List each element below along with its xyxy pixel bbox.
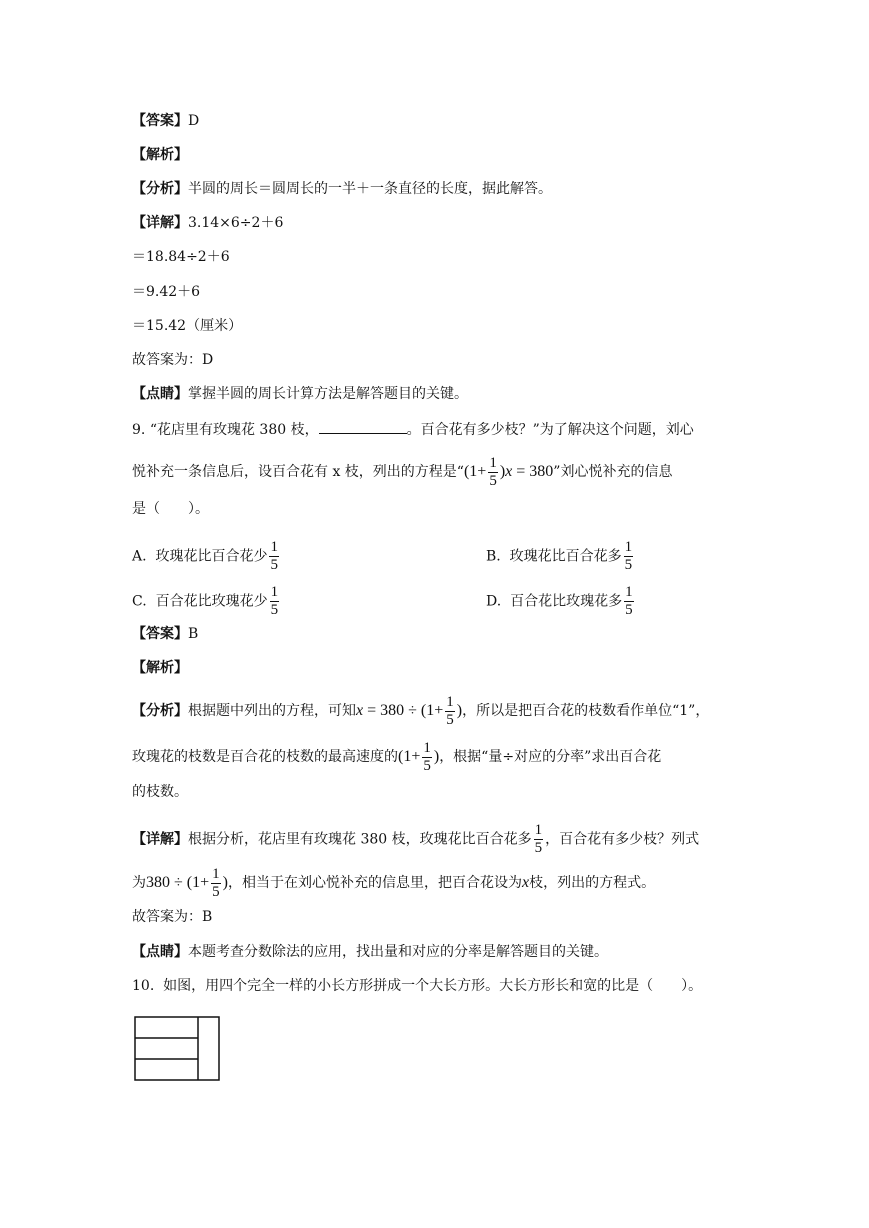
q9-stem-line-1 <box>132 419 694 440</box>
q8-detail-line-2: ＝18.84÷2＋6 <box>132 249 230 265</box>
expr-open: (1+ <box>398 748 421 766</box>
option-c[interactable] <box>132 584 281 619</box>
fraction-numerator: 1 <box>270 584 279 600</box>
q8-detail-line-3: ＝9.42＋6 <box>132 284 201 300</box>
fraction-denominator: 5 <box>270 602 279 618</box>
option-fraction <box>624 539 634 574</box>
fenxi-tag: 【分析】 <box>132 703 188 720</box>
rectangle-figure <box>134 1016 220 1081</box>
dianjing-text: 本题考查分数除法的应用，找出量和对应的分率是解答题目的关键。 <box>188 944 608 960</box>
detail-line-2-b: ，相当于在刘心悦补充的信息里，把百合花设为 <box>227 875 522 892</box>
q8-detail <box>132 213 283 233</box>
expr-close: ) <box>433 748 440 766</box>
question-number: 10. <box>132 978 155 994</box>
q9-stem-line-3: 是（ ）。 <box>132 501 209 517</box>
fenxi-line-2-a: 玫瑰花的枝数是百合花的枝数的最高速度的 <box>132 749 398 766</box>
q9-stem-line-2 <box>132 455 672 490</box>
option-fraction <box>270 584 280 619</box>
stem-text: 如图，用四个完全一样的小长方形拼成一个大长方形。大长方形长和宽的比是（ ）。 <box>163 978 703 994</box>
answer-tag: 【答案】 <box>132 113 188 129</box>
eq-var: x <box>505 463 513 481</box>
stem-line-2-b: ”刘心悦补充的信息 <box>553 464 673 481</box>
answer-value: D <box>188 113 200 129</box>
q9-answer <box>132 624 198 644</box>
answer-blank <box>319 419 407 434</box>
stem-line-2-a: 悦补充一条信息后，设百合花有 x 枝，列出的方程是“ <box>132 464 464 481</box>
option-text: 玫瑰花比百合花少 <box>155 548 268 565</box>
q9-conclusion: 故答案为：B <box>132 909 213 925</box>
q9-analysis-tag: 【解析】 <box>132 660 188 676</box>
q9-detail-line-1 <box>132 822 699 857</box>
q8-detail-line-4: ＝15.42（厘米） <box>132 318 243 334</box>
option-d[interactable] <box>486 584 636 619</box>
option-text: 百合花比玫瑰花少 <box>155 593 268 610</box>
eq-left: 380 ÷ (1+ <box>146 874 210 892</box>
fraction-numerator: 1 <box>624 539 633 555</box>
detail-var: x <box>521 874 530 892</box>
detail-tag: 【详解】 <box>132 831 188 848</box>
fenxi-text: 半圆的周长＝圆周长的一半＋一条直径的长度，据此解答。 <box>188 181 552 197</box>
option-a[interactable] <box>132 539 281 574</box>
detail-line-2-c: 枝，列出的方程式。 <box>529 875 656 892</box>
eq-close: ) <box>499 463 506 481</box>
detail-line-2-a: 为 <box>132 875 146 892</box>
fenxi-tag: 【分析】 <box>132 181 188 197</box>
q8-answer <box>132 111 199 131</box>
answer-value: B <box>188 626 199 642</box>
fraction-denominator: 5 <box>446 712 454 728</box>
eq-rhs: = 380 <box>512 463 554 481</box>
fraction-numerator: 1 <box>270 539 278 555</box>
fenxi-equation <box>356 694 463 728</box>
fraction-numerator: 1 <box>625 584 633 600</box>
option-label: A. <box>132 548 147 565</box>
outer-rectangle <box>135 1017 219 1080</box>
fraction-denominator: 5 <box>534 840 543 856</box>
q8-dianjing <box>132 384 468 404</box>
fraction-denominator: 5 <box>270 557 278 573</box>
fraction <box>211 866 221 901</box>
q9-fenxi-line-2 <box>132 740 661 775</box>
fraction <box>488 455 498 490</box>
fraction <box>534 822 544 857</box>
dianjing-tag: 【点睛】 <box>132 386 188 402</box>
q9-dianjing <box>132 942 608 962</box>
option-text: 百合花比玫瑰花多 <box>510 593 623 610</box>
fraction-numerator: 1 <box>534 822 543 838</box>
fraction <box>422 740 432 775</box>
fraction-numerator: 1 <box>423 740 431 756</box>
answer-tag: 【答案】 <box>132 626 188 642</box>
option-label: C. <box>132 593 147 610</box>
eq-open: (1+ <box>463 463 487 481</box>
detail-equation <box>146 866 228 900</box>
fraction-numerator: 1 <box>212 866 220 882</box>
option-label: B. <box>486 548 501 565</box>
eq-close: ) <box>222 874 228 892</box>
fraction-denominator: 5 <box>624 557 633 573</box>
fenxi-line-2-b: ，根据“量÷对应的分率”求出百合花 <box>439 749 662 766</box>
option-b[interactable] <box>486 539 635 574</box>
fraction-denominator: 5 <box>423 758 431 774</box>
fraction-numerator: 1 <box>489 455 497 471</box>
eq-close: ) <box>456 702 463 720</box>
q9-fenxi-line-3: 的枝数。 <box>132 784 188 800</box>
q10-stem <box>132 976 702 996</box>
option-fraction <box>624 584 634 619</box>
option-label: D. <box>486 593 502 610</box>
detail-a: 根据分析，花店里有玫瑰花 380 枝，玫瑰花比百合花多 <box>188 831 532 848</box>
fraction-numerator: 1 <box>446 694 454 710</box>
q9-fenxi-line-1 <box>132 694 709 729</box>
q8-analysis-tag: 【解析】 <box>132 147 188 163</box>
dianjing-text: 掌握半圆的周长计算方法是解答题目的关键。 <box>188 386 468 402</box>
question-number: 9. <box>132 422 146 438</box>
fenxi-a: 根据题中列出的方程，可知 <box>188 703 356 720</box>
fraction-denominator: 5 <box>625 602 633 618</box>
detail-line-1: 3.14×6÷2＋6 <box>188 215 284 231</box>
detail-b: ，百合花有多少枝？列式 <box>545 831 700 848</box>
fenxi-b: ，所以是把百合花的枝数看作单位“1”， <box>462 703 710 720</box>
eq-var: x <box>356 702 364 720</box>
q8-conclusion: 故答案为：D <box>132 352 214 368</box>
detail-tag: 【详解】 <box>132 215 188 231</box>
option-text: 玫瑰花比百合花多 <box>509 548 622 565</box>
eq-mid: = 380 ÷ (1+ <box>363 702 444 720</box>
q8-fenxi <box>132 179 552 199</box>
q9-detail-line-2 <box>132 866 655 901</box>
dianjing-tag: 【点睛】 <box>132 944 188 960</box>
stem-part-1: “花店里有玫瑰花 380 枝， <box>149 422 319 438</box>
fraction-denominator: 5 <box>212 884 220 900</box>
fenxi-line-2-expr <box>398 740 440 774</box>
equation <box>463 455 554 489</box>
option-fraction <box>269 539 279 574</box>
fraction <box>445 694 455 729</box>
fraction-denominator: 5 <box>489 473 497 489</box>
stem-part-2: 。百合花有多少枝？”为了解决这个问题，刘心 <box>406 422 694 438</box>
